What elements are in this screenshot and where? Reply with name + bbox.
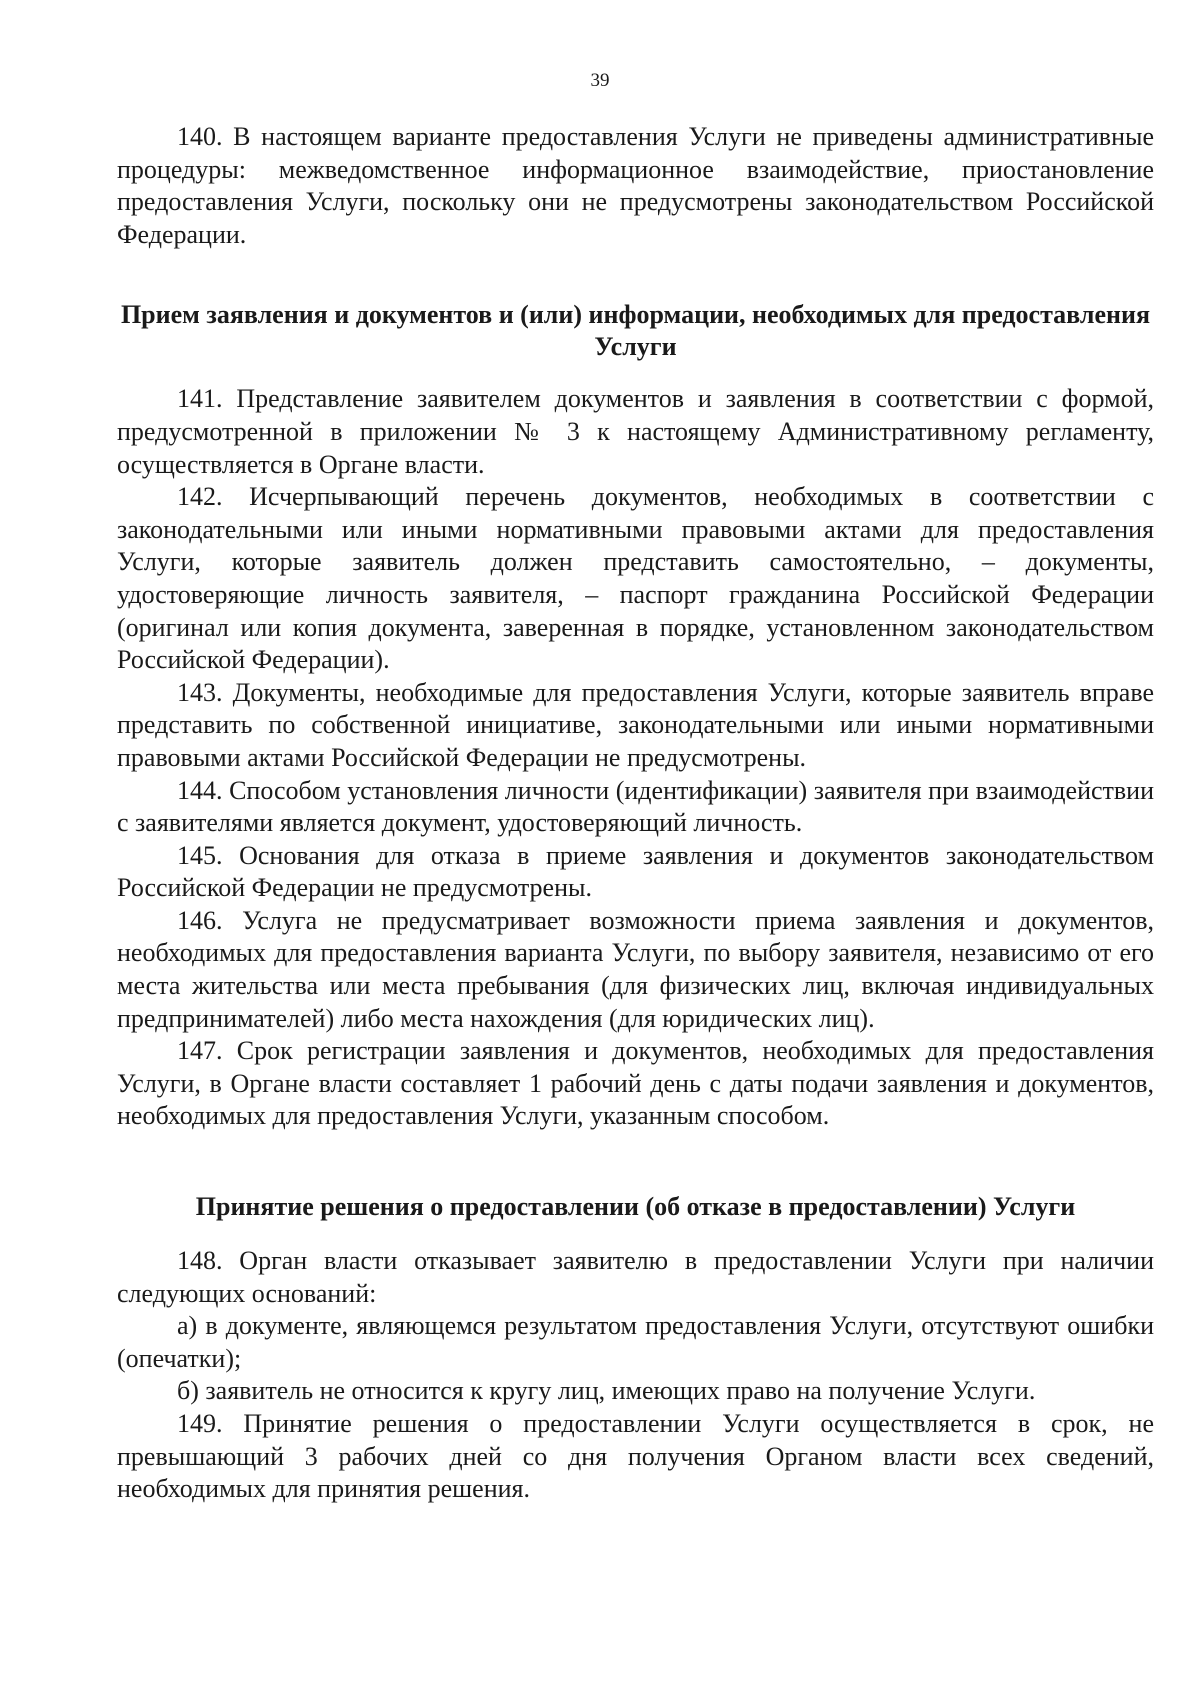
section-heading-reception: Прием заявления и документов и (или) информации, необходимых для предоставления Услуги — [120, 300, 1151, 362]
page-number: 39 — [590, 70, 610, 91]
paragraph-140: 140. В настоящем варианте предоставления Услуги не приведены административные процедуры: межведомственное информационное взаимодействие, приостановление предоставления Услуги, поскольку они не предусмотрены законодательством Российской Федерации. — [117, 122, 1154, 249]
paragraph-148-b: б) заявитель не относится к кругу лиц, имеющих право на получение Услуги. — [177, 1376, 1036, 1406]
paragraph-146: 146. Услуга не предусматривает возможности приема заявления и документов, необходимых для предоставления варианта Услуги, по выбору заявителя, независимо от его места жительства или места пребывания (для физических лиц, включая индивидуальных предпринимателей) либо места нахождения (для юридических лиц). — [117, 905, 1154, 1033]
paragraph-142: 142. Исчерпывающий перечень документов, необходимых в соответствии с законодательными или иными нормативными правовыми актами для предоставления Услуги, которые заявитель должен представить самостоятельно, – документы, удостоверяющие личность заявителя, – паспорт гражданина Российской Федерации (оригинал или копия документа, заверенная в порядке, установленном законодательством Российской Федерации). — [117, 482, 1154, 675]
paragraph-144: 144. Способом установления личности (идентификации) заявителя при взаимодействии с заявителями является документ, удостоверяющий личность. — [117, 775, 1154, 838]
paragraph-141: 141. Представление заявителем документов и заявления в соответствии с формой, предусмотренной в приложении № 3 к настоящему Административному регламенту, осуществляется в Органе власти. — [117, 384, 1154, 479]
paragraph-148: 148. Орган власти отказывает заявителю в предоставлении Услуги при наличии следующих оснований: — [117, 1246, 1154, 1308]
paragraph-145: 145. Основания для отказа в приеме заявления и документов законодательством Российской Федерации не предусмотрены. — [117, 840, 1154, 903]
document-body — [117, 121, 1154, 1506]
paragraph-149: 149. Принятие решения о предоставлении Услуги осуществляется в срок, не превышающий 3 рабочих дней со дня получения Органом власти всех сведений, необходимых для принятия решения. — [117, 1409, 1154, 1504]
paragraph-148-a: а) в документе, являющемся результатом предоставления Услуги, отсутствуют ошибки (опечатки); — [117, 1311, 1154, 1373]
paragraph-147: 147. Срок регистрации заявления и документов, необходимых для предоставления Услуги, в Органе власти составляет 1 рабочий день с даты подачи заявления и документов, необходимых для предоставления Услуги, указанным способом. — [117, 1036, 1154, 1131]
paragraph-143: 143. Документы, необходимые для предоставления Услуги, которые заявитель вправе представить по собственной инициативе, законодательными или иными нормативными правовыми актами Российской Федерации не предусмотрены. — [117, 677, 1154, 772]
section-heading-decision: Принятие решения о предоставлении (об отказе в предоставлении) Услуги — [195, 1192, 1076, 1222]
